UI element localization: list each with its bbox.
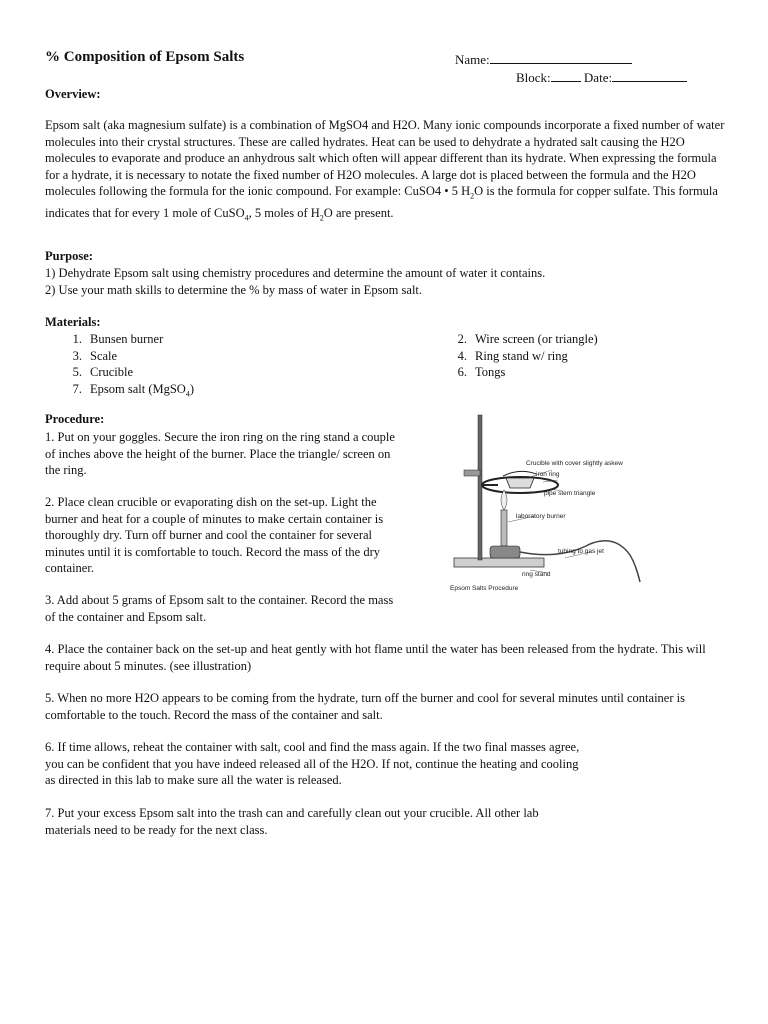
crucible-cover: [503, 471, 536, 476]
ring-stand-base: [454, 558, 544, 567]
label-triangle: pipe stem triangle: [544, 490, 596, 497]
list-item: 4. Ring stand w/ ring: [457, 348, 568, 363]
overview-text: Epsom salt (aka magnesium sulfate) is a combination of MgSO4 and H2O. Many ionic compounds incorporate a fixed number of water molecules into their crystal structures. These are called hydrates. Heat can be used to dehydrate a hydrated salt causing the H2O molecules to evaporate and produce an anhydrous salt which often will appear different than its hydrate. When expressing the formula for a hydrate, it is necessary to notate the fixed number of H2O molecules. A large dot is placed between the formula and the H2O molecules following the formula for the ionic compound. For example: CuSO4 • 5 $H_2O$ is the formula for copper sulfate. This formula indicates that for every 1 mole of CuSO$_4$, 5 moles of $H_2O$ are present.: [45, 118, 725, 223]
label-burner: laboratory burner: [516, 513, 566, 520]
procedure-step-7: 7. Put your excess Epsom salt into the trash can and carefully clean out your crucible. All other lab materials need to be ready for the next class.: [45, 806, 539, 837]
burner-tube: [501, 510, 507, 546]
label-crucible: Crucible with cover slightly askew: [526, 460, 623, 467]
procedure-step-5: 5. When no more H2O appears to be coming from the hydrate, turn off the burner and cool for several minutes until container is comfortable to the touch. Record the mass of the container and salt.: [45, 691, 685, 722]
list-item: 2. Wire screen (or triangle): [457, 332, 598, 346]
figure-caption: Epsom Salts Procedure: [450, 585, 519, 592]
purpose-line-1: 1) Dehydrate Epsom salt using chemistry procedures and determine the amount of water it contains.: [45, 266, 546, 280]
procedure-step-4: 4. Place the container back on the set-up and heat gently with hot flame until the water has been released from the hydrate. This will require about 5 minutes. (see illustration): [45, 642, 706, 673]
name-blank: [490, 51, 632, 64]
purpose-line-2: 2) Use your math skills to determine the % by mass of water in Epsom salt.: [45, 283, 423, 297]
materials-heading: Materials:: [45, 315, 101, 329]
lab-setup-illustration: [440, 410, 680, 595]
block-blank: [551, 69, 581, 82]
procedure-step-1: 1. Put on your goggles. Secure the iron ring on the ring stand a couple of inches above the height of the burner. Place the triangle/ screen on the ring.: [45, 430, 395, 477]
list-item: 1. Bunsen burner: [72, 332, 164, 346]
block-date-field: [516, 69, 687, 86]
list-item: 7. Epsom salt (MgSO$_4$): [72, 381, 195, 398]
list-item: 5. Crucible: [72, 365, 134, 379]
block-label: Block:: [516, 70, 551, 85]
overview-heading: Overview:: [45, 87, 101, 101]
purpose-heading: Purpose:: [45, 249, 93, 263]
crucible: [506, 478, 534, 488]
burner-base: [490, 546, 520, 558]
materials-list-right: [445, 331, 598, 381]
procedure-heading: Procedure:: [45, 412, 105, 426]
list-item: 6. Tongs: [457, 365, 506, 379]
label-tubing: tubing to gas jet: [558, 548, 604, 555]
label-stand: ring stand: [522, 571, 551, 578]
name-label: Name:: [455, 52, 490, 67]
label-iron-ring: iron ring: [536, 471, 560, 478]
procedure-step-3: 3. Add about 5 grams of Epsom salt to the container. Record the mass of the container and Epsom salt.: [45, 593, 394, 624]
date-label: Date:: [583, 70, 613, 85]
page-title: % Composition of Epsom Salts: [45, 49, 245, 65]
materials-list-left: [60, 331, 194, 403]
ring-stand-rod: [478, 415, 482, 560]
name-field: [455, 51, 632, 68]
date-blank: [612, 69, 687, 82]
clamp: [464, 470, 480, 476]
procedure-step-2: 2. Place clean crucible or evaporating dish on the set-up. Light the burner and heat for a couple of minutes to make certain container is thoroughly dry. Turn off burner and cool the container for several minutes until it is comfortable to touch. Record the mass of the dry container.: [45, 495, 384, 575]
list-item: 3. Scale: [72, 348, 118, 363]
procedure-step-6: 6. If time allows, reheat the container with salt, cool and find the mass again. If the two final masses agree, you can be confident that you have indeed released all of the H2O. If not, continue the heating and cooling as directed in this lab to make sure all the water is released.: [45, 740, 580, 787]
